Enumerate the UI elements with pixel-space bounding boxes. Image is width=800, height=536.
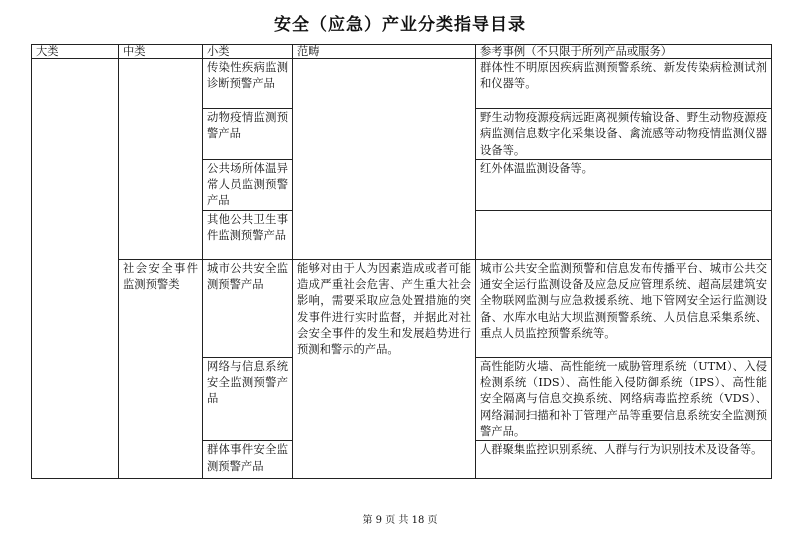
subcategory-cell: 公共场所体温异常人员监测预警产品: [203, 159, 293, 210]
subcategory-cell: 传染性疾病监测诊断预警产品: [203, 59, 293, 109]
scope-cell: 能够对由于人为因素造成或者可能造成严重社会危害、产生重大社会影响，需要采取应急处置措施的突发事件进行实时监督，并据此对社会安全事件的发生和发展趋势进行预测和警示的产品。: [293, 259, 476, 478]
page-footer: 第 9 页 共 18 页: [362, 515, 438, 526]
header-middle-category: 中类: [119, 45, 203, 59]
scope-cell: [293, 59, 476, 260]
header-subcategory: 小类: [203, 45, 293, 59]
subcategory-cell: 网络与信息系统安全监测预警产品: [203, 357, 293, 440]
header-scope: 范畴: [293, 45, 476, 59]
middle-category-cell: 社会安全事件监测预警类: [119, 259, 203, 478]
subcategory-cell: 城市公共安全监测预警产品: [203, 259, 293, 357]
examples-cell: 野生动物疫源疫病远距离视频传输设备、野生动物疫源疫病监测信息数字化采集设备、禽流感等动物疫情监测仪器设备等。: [476, 109, 772, 160]
table-row: [32, 259, 772, 357]
examples-cell: [476, 210, 772, 259]
header-examples: 参考事例（不只限于所列产品或服务）: [476, 45, 772, 59]
middle-category-cell: [119, 59, 203, 260]
industry-catalog-table: [31, 44, 772, 479]
category-cell: [32, 59, 119, 479]
examples-cell: 红外体温监测设备等。: [476, 159, 772, 210]
examples-cell: 人群聚集监控识别系统、人群与行为识别技术及设备等。: [476, 441, 772, 479]
subcategory-cell: 其他公共卫生事件监测预警产品: [203, 210, 293, 259]
subcategory-cell: 群体事件安全监测预警产品: [203, 441, 293, 479]
subcategory-cell: 动物疫情监测预警产品: [203, 109, 293, 160]
table-header-row: [32, 45, 772, 59]
examples-cell: 群体性不明原因疾病监测预警系统、新发传染病检测试剂和仪器等。: [476, 59, 772, 109]
header-category: 大类: [32, 45, 119, 59]
table-row: [32, 59, 772, 109]
examples-cell: 高性能防火墙、高性能统一威胁管理系统（UTM）、入侵检测系统（IDS）、高性能入侵防御系统（IPS）、高性能安全隔离与信息交换系统、网络病毒监控系统（VDS）、网络漏洞扫描和补丁管理产品等重要信息系统安全监测预警产品。: [476, 357, 772, 440]
examples-cell: 城市公共安全监测预警和信息发布传播平台、城市公共交通安全运行监测设备及应急反应管理系统、超高层建筑安全物联网监测与应急救援系统、地下管网安全运行监测设备、水库水电站大坝监测预警系统、人员信息采集系统、重点人员监控预警系统等。: [476, 259, 772, 357]
page-title: 安全（应急）产业分类指导目录: [274, 15, 526, 35]
